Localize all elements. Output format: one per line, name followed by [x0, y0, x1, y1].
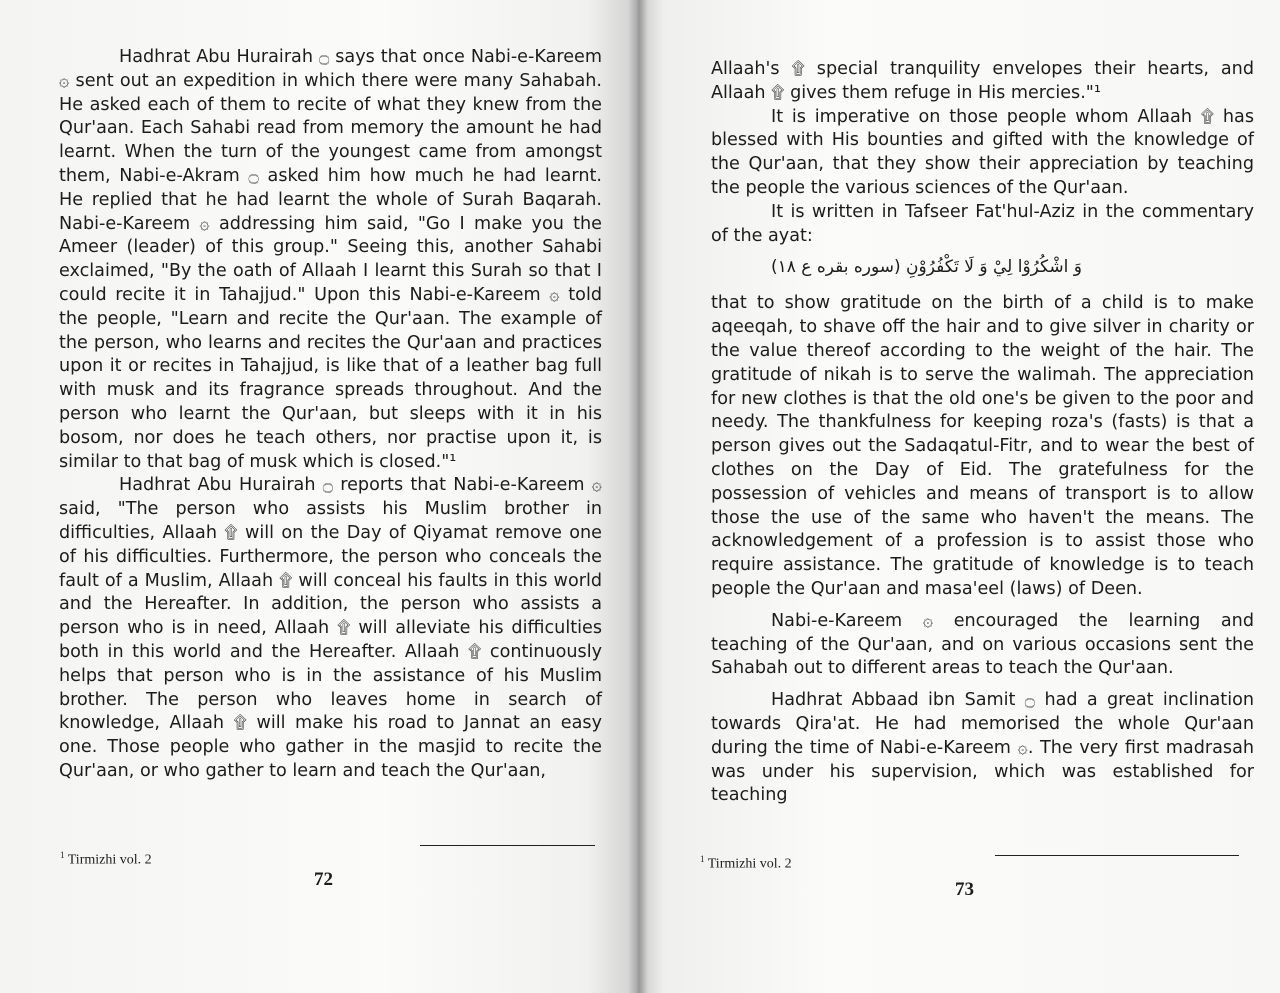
paragraph-imperative: It is imperative on those people whom Allaah ۩ has blessed with His bounties and gifted with the knowledge of the Qur'aan, that they show their appreciation by teaching the people the various sciences of the Qur'aan. — [711, 106, 1254, 198]
page-number-right: 73 — [955, 879, 974, 900]
paragraph-gratitude: that to show gratitude on the birth of a child is to make aqeeqah, to shave off the hair and to give silver in charity or the value thereof according to the weight of the hair. The gratitude of nikah is to serve the walimah. The appreciation for new clothes is that the old one's be given to the poor and needy. The thankfulness for keeping roza's (fasts) is that a person gives out the Sadaqatul-Fitr, and to wear the best of clothes on the Day of Eid. The gratefulness for the possession of vehicles and means of transport is to allow those the use of the same who haven't the means. The acknowledgement of a profession is to assist those who require assistance. The gratitude of knowledge is to teach people the Qur'aan and masa'eel (laws) of Deen. — [711, 293, 1254, 599]
arabic-ayat: وَ اشْكُرُوْا لِيْ وَ لَا تَكْفُرُوْنِ (سوره بقره ع ١٨) — [771, 257, 1083, 278]
paragraph-tranquility: Allaah's ۩ special tranquility envelopes their hearts, and Allaah ۩ gives them refuge in His mercies."¹ — [711, 59, 1254, 103]
paragraph-abbaad: Hadhrat Abbaad ibn Samit ۝ had a great inclination towards Qira'at. He had memorised the whole Qur'aan during the time of Nabi-e-Kareem ۞. The very first madrasah was under his supervision, which was established for teaching — [711, 690, 1254, 806]
page-number-left: 72 — [314, 869, 333, 890]
footnote — [60, 850, 152, 869]
paragraph-assists-brother: Hadhrat Abu Hurairah ۝ reports that Nabi-e-Kareem ۞ said, "The person who assists his Muslim brother in difficulties, Allaah ۩ will on the Day of Qiyamat remove one of his difficulties. Furthermore, the person who conceals the fault of a Muslim, Allaah ۩ will conceal his faults in this world and the Hereafter. In addition, the person who assists a person who is in need, Allaah ۩ will alleviate his difficulties both in this world and the Hereafter. Allaah ۩ continuously helps that person who is in the assistance of his Muslim brother. The person who leaves home in search of knowledge, Allaah ۩ will make his road to Jannat an easy one. Those people who gather in the masjid to recite the Qur'aan, or who gather to learn and teach the Qur'aan, — [59, 475, 602, 781]
footnote-mark: 1 — [60, 850, 65, 860]
paragraph-expedition: Hadhrat Abu Hurairah ۝ says that once Nabi-e-Kareem ۞ sent out an expedition in which there were many Sahabah. He asked each of them to recite of what they knew from the Qur'aan. Each Sahabi read from memory the amount he had learnt. When the turn of the youngest came from amongst them, Nabi-e-Akram ۝ asked him how much he had learnt. He replied that he had learnt the whole of Surah Baqarah. Nabi-e-Kareem ۞ addressing him said, "Go I make you the Ameer (leader) of this group." Seeing this, another Sahabi exclaimed, "By the oath of Allaah I learnt this Surah so that I could recite it in Tahajjud." Upon this Nabi-e-Kareem ۞ told the people, "Learn and recite the Qur'aan. The example of the person, who learns and recites the Qur'aan and practices upon it or recites in Tahajjud, is like that of a leather bag full with musk and its fragrance spreads throughout. And the person who learnt the Qur'aan, but sleeps with it in his bosom, nor does he teach others, nor practise upon it, is similar to that bag of musk which is closed."¹ — [59, 47, 602, 472]
paragraph-tafseer: It is written in Tafseer Fat'hul-Aziz in the commentary of the ayat: — [711, 201, 1254, 246]
left-page — [0, 0, 638, 993]
footnote-text: Tirmizhi vol. 2 — [707, 856, 792, 872]
right-page-body — [711, 58, 1254, 808]
paragraph-encouraged: Nabi-e-Kareem ۞ encouraged the learning and teaching of the Qur'aan, and on various occasions sent the Sahabah out to different areas to teach the Qur'aan. — [711, 610, 1254, 679]
footnote-divider — [995, 855, 1239, 856]
footnote-divider — [420, 845, 595, 846]
book-spine-gutter — [628, 0, 648, 993]
footnote — [700, 854, 792, 873]
left-page-body — [59, 46, 602, 784]
footnote-mark: 1 — [700, 854, 705, 864]
right-page — [638, 0, 1280, 993]
footnote-text: Tirmizhi vol. 2 — [67, 852, 152, 868]
